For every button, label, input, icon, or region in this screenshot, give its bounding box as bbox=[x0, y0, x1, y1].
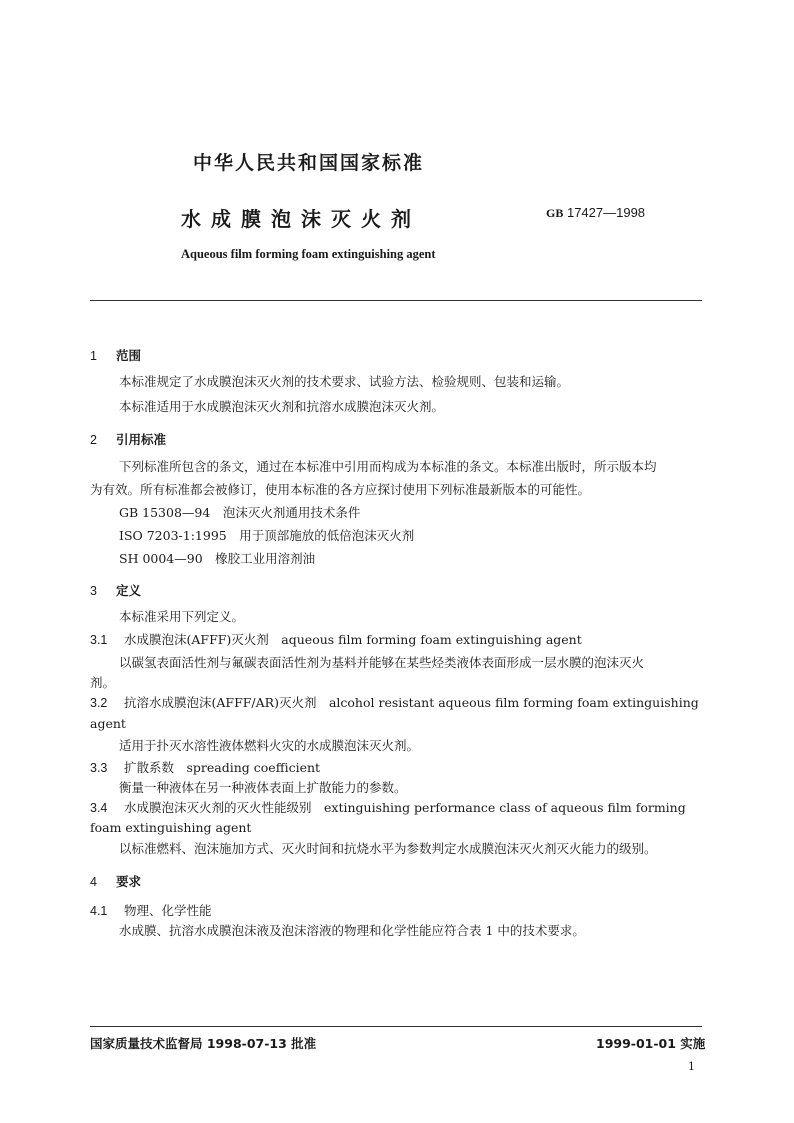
definition-3-3-heading bbox=[90, 757, 320, 779]
requirement-4-1-number: 4.1 bbox=[90, 904, 108, 918]
requirement-4-1-title: 物理、化学性能 bbox=[124, 903, 212, 918]
section-1-para-2: 本标准适用于水成膜泡沫灭火剂和抗溶水成膜泡沫灭火剂。 bbox=[119, 399, 445, 414]
standard-code-prefix: GB bbox=[546, 206, 564, 220]
definition-3-2-number: 3.2 bbox=[90, 696, 108, 710]
definition-3-1-number: 3.1 bbox=[90, 633, 108, 647]
definition-3-4-heading bbox=[90, 797, 686, 819]
section-2-para-line-2: 为有效。所有标准都会被修订，使用本标准的各方应探讨使用下列标准最新版本的可能性。 bbox=[90, 482, 591, 497]
approval-date: 国家质量技术监督局 1998-07-13 批准 bbox=[90, 1036, 317, 1051]
definition-3-4-body: 以标准燃料、泡沫施加方式、灭火时间和抗烧水平为参数判定水成膜泡沫灭火剂灭火能力的级别。 bbox=[119, 841, 657, 856]
reference-item: GB 15308—94 泡沫灭火剂通用技术条件 bbox=[119, 505, 361, 520]
definition-3-4-term-line-2: foam extinguishing agent bbox=[90, 820, 252, 835]
definition-3-3-number: 3.3 bbox=[90, 761, 108, 775]
definition-3-4-number: 3.4 bbox=[90, 801, 108, 815]
section-1-para-1: 本标准规定了水成膜泡沫灭火剂的技术要求、试验方法、检验规则、包装和运输。 bbox=[119, 374, 570, 389]
definition-3-2-heading bbox=[90, 692, 699, 714]
section-1-heading bbox=[90, 346, 141, 364]
section-3-heading bbox=[90, 581, 141, 599]
section-3-title: 定义 bbox=[116, 583, 142, 598]
definition-3-3-body: 衡量一种液体在另一种液体表面上扩散能力的参数。 bbox=[119, 780, 407, 795]
section-2-number: 2 bbox=[90, 433, 97, 447]
section-3-intro: 本标准采用下列定义。 bbox=[119, 609, 245, 624]
definition-3-3-term: 扩散系数 spreading coefficient bbox=[124, 760, 321, 775]
definition-3-1-body-line-2: 剂。 bbox=[90, 675, 116, 690]
definition-3-1-term: 水成膜泡沫(AFFF)灭火剂 aqueous film forming foam extinguishing agent bbox=[124, 632, 582, 647]
section-1-number: 1 bbox=[90, 349, 97, 363]
standard-code-number: 17427—1998 bbox=[566, 205, 646, 220]
standard-title-cn: 水成膜泡沫灭火剂 bbox=[181, 207, 421, 231]
footer-divider bbox=[90, 1026, 702, 1027]
implementation-date: 1999-01-01 实施 bbox=[596, 1036, 706, 1051]
section-1-title: 范围 bbox=[116, 348, 142, 363]
definition-3-2-body: 适用于扑灭水溶性液体燃料火灾的水成膜泡沫灭火剂。 bbox=[119, 738, 420, 753]
requirement-4-1-heading bbox=[90, 900, 212, 922]
reference-item: SH 0004—90 橡胶工业用溶剂油 bbox=[119, 551, 316, 566]
section-2-para-line-1: 下列标准所包含的条文，通过在本标准中引用而构成为本标准的条文。本标准出版时，所示版本均 bbox=[119, 459, 657, 474]
section-2-title: 引用标准 bbox=[116, 432, 167, 447]
section-4-number: 4 bbox=[90, 875, 97, 889]
page-number: 1 bbox=[688, 1060, 695, 1073]
section-2-heading bbox=[90, 430, 166, 448]
standard-code bbox=[546, 205, 645, 221]
reference-item: ISO 7203-1:1995 用于顶部施放的低倍泡沫灭火剂 bbox=[119, 528, 415, 543]
definition-3-1-heading bbox=[90, 629, 582, 651]
requirement-4-1-body: 水成膜、抗溶水成膜泡沫液及泡沫溶液的物理和化学性能应符合表 1 中的技术要求。 bbox=[119, 923, 585, 938]
section-4-heading bbox=[90, 872, 141, 890]
national-standard-heading: 中华人民共和国国家标准 bbox=[193, 152, 425, 174]
section-3-number: 3 bbox=[90, 584, 97, 598]
definition-3-2-term-line-2: agent bbox=[90, 716, 126, 731]
standard-title-en: Aqueous film forming foam extinguishing agent bbox=[181, 247, 436, 261]
definition-3-1-body-line-1: 以碳氢表面活性剂与氟碳表面活性剂为基料并能够在某些烃类液体表面形成一层水膜的泡沫灭火 bbox=[119, 655, 645, 670]
definition-3-4-term: 水成膜泡沫灭火剂的灭火性能级别 extinguishing performance class of aqueous film forming bbox=[124, 800, 686, 815]
header-divider bbox=[90, 300, 702, 301]
section-4-title: 要求 bbox=[116, 874, 142, 889]
definition-3-2-term: 抗溶水成膜泡沫(AFFF/AR)灭火剂 alcohol resistant aqueous film forming foam extinguishing bbox=[124, 695, 699, 710]
